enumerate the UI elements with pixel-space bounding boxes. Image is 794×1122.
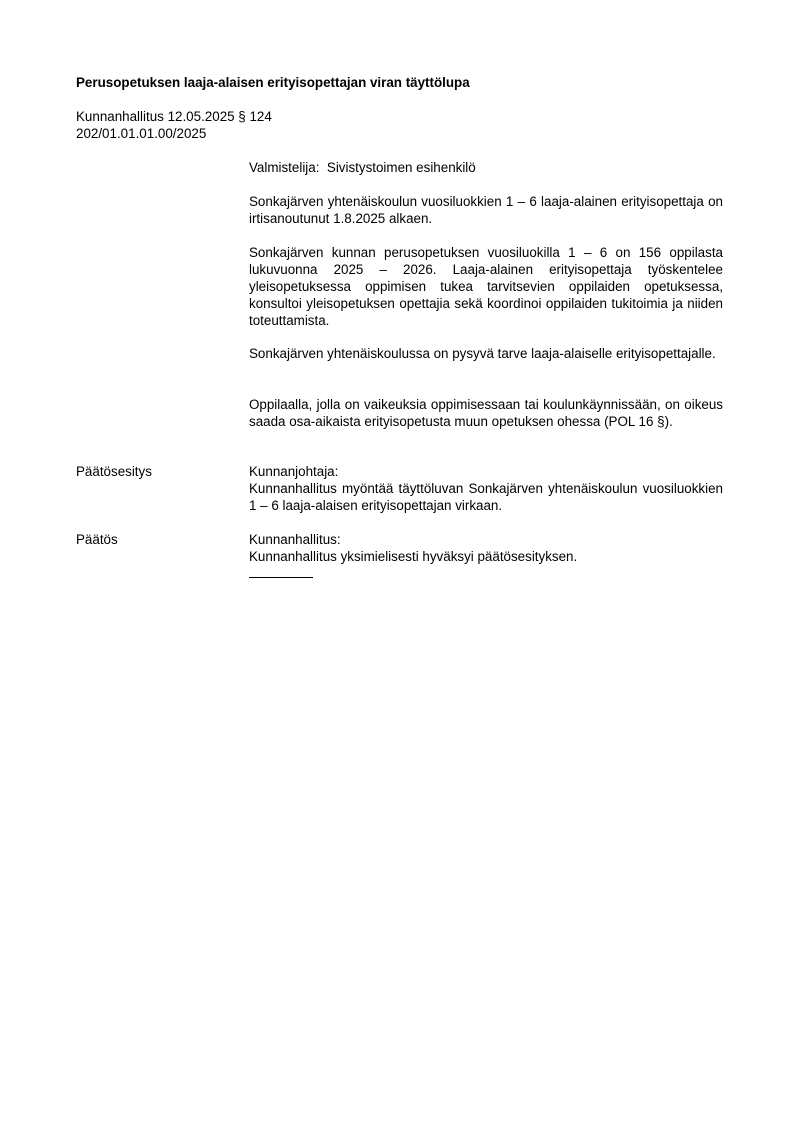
paragraph-resignation: Sonkajärven yhtenäiskoulun vuosiluokkien 1 – 6 laaja-alainen erityisopettaja on irtisanoutunut 1.8.2025 alkaen. [249,194,723,226]
preparation-paragraph [249,244,723,329]
proposal-text: Kunnanhallitus myöntää täyttöluvan Sonkajärven yhtenäiskoulun vuosiluokkien 1 – 6 laaja-alaisen erityisopettajan virkaan. [249,481,723,513]
preparer-line [249,159,723,176]
decision-label: Päätös [76,532,118,547]
preparer: Valmistelija: Sivistystoimen esihenkilö [249,160,476,175]
decision-text: Kunnanhallitus yksimielisesti hyväksyi päätösesityksen. [249,549,578,564]
document-title: Perusopetuksen laaja-alaisen erityisopettajan viran täyttölupa [76,75,470,90]
proposal-label: Päätösesitys [76,464,152,479]
preparation-paragraph [249,396,723,430]
paragraph-law: Oppilaalla, jolla on vaikeuksia oppimisessaan tai koulunkäynnissään, on oikeus saada osa-aikaista erityisopetusta muun opetuksen ohessa (POL 16 §). [249,397,723,429]
meeting-meta [76,108,272,142]
end-rule [249,577,313,578]
proposal-speaker: Kunnanjohtaja: [249,464,339,479]
paragraph-need: Sonkajärven yhtenäiskoulussa on pysyvä tarve laaja-alaiselle erityisopettajalle. [249,346,716,361]
record-id: 202/01.01.01.00/2025 [76,126,207,141]
preparation-paragraph [249,193,723,227]
decision-body [249,531,723,565]
paragraph-pupils: Sonkajärven kunnan perusopetuksen vuosiluokilla 1 – 6 on 156 oppilasta lukuvuonna 2025 – 2026. Laaja-alainen erityisopettaja työskentelee yleisopetuksessa oppimisen tukea tarvitsevien oppilaiden opetuksessa, konsultoi yleisopetuksen opettajia sekä koordinoi oppilaiden tukitoimia ja niiden toteuttamista. [249,245,723,328]
decision-speaker: Kunnanhallitus: [249,532,341,547]
preparation-paragraph [249,345,723,362]
meeting-line: Kunnanhallitus 12.05.2025 § 124 [76,109,272,124]
proposal-body [249,463,723,514]
